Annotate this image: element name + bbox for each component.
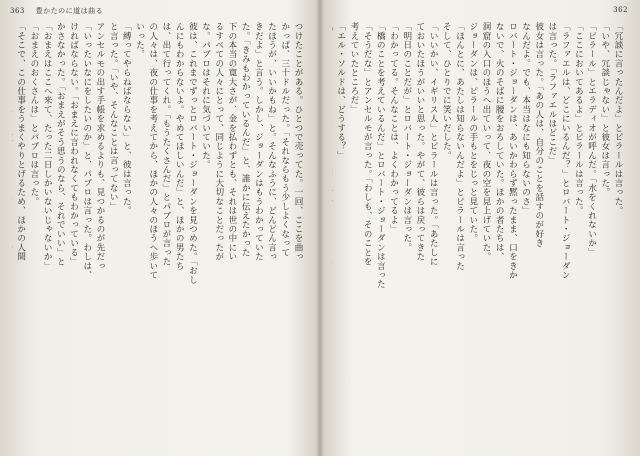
text-line: 「そうだな」とアンセルモが言った。「わしも、そのことを (362, 22, 373, 267)
text-line: た。「きみもわかっているんだ」と、誰かに伝えたかった (240, 22, 251, 257)
text-line: なんだよ。でも、本当はなにも知らないのさ」 (520, 22, 531, 216)
text-line: きだよ」と言う。しかし、ジョーダンはもうわかっていた (253, 22, 264, 262)
text-line: 考えていたところだ」 (348, 22, 359, 114)
text-line: 彼は、これまでずっとロバート・ジョーダンを見つめた。「おし (187, 22, 198, 285)
text-line: 「そこで、この仕事をうまくやりとげるため、ほかの人間 (15, 22, 26, 262)
text-line: な。パブロはそれに気づいていた。 (200, 22, 211, 170)
text-line: 「いや、冗談じゃない」と彼女は言った。 (599, 22, 610, 197)
text-line: ロバート・ジョーダンは、あいかわらず黙ったまま、口をきか (507, 22, 518, 280)
text-line: ておいたほうがいいと思った。やがて、彼らは戻ってきた (414, 22, 425, 262)
text-line: ジョーダンは、ピラールの手もとをじっと見ていた。 (467, 22, 478, 243)
text-line: 「縛ってやらねばならない」と、彼は言った。 (121, 22, 132, 216)
text-line: 「ここにおいてあるよ」とピラールは言った。 (573, 22, 584, 216)
text-line: 「いいかい、イギリス人」とピラールは言った。「あたしに (428, 22, 439, 267)
text-line: 「エル・ソルドは、どうする？」 (335, 22, 346, 160)
text-line: 「おまえのおくさんは」とパブロは言った。 (28, 22, 39, 206)
text-line: かっぱ、三十ドルだった。「それならもう少しよくなって (279, 22, 290, 257)
right-page-header (613, 6, 628, 14)
text-line: の人々は、夜の仕事を考えてから、ほかの人々のほうへ歩いて (147, 22, 158, 280)
text-line (12, 22, 14, 440)
text-line: んにもわからないよ。やめてほしいんだ」と、ほかの男たち (174, 22, 185, 271)
text-line: ければならない。「おまえに言われなくてもわかっている」 (68, 22, 79, 267)
text-line: たほうが、いいかもね」と。そんなふうに、どんどん言っ (266, 22, 277, 262)
text-line: るすべての人々にとって、同じように大切なことだったが (213, 22, 224, 262)
text-line: 「いったいなにをしたいのか」と、パブロは言った。わしは、 (81, 22, 92, 280)
text-line: つけたことがある。ひとつで売ってた。一回、ここを曲っ (293, 22, 303, 262)
text-line: 「明日のことだが」とロバート・ジョーダンは言った。 (401, 22, 412, 252)
left-page-body (12, 22, 304, 440)
text-line: 下の本当の寛大さが、金を払わずとも、それは世の中にい (226, 22, 237, 262)
text-line: 「橋のことを考えているんだ」とロバート・ジョーダンは言った (375, 22, 386, 289)
text-line: 「おまえはここへ来て、たった二日しかいないじゃないか」 (42, 22, 53, 271)
text-line: 「ほんとに、あたしは知らないんだよ」とピラールは言った (454, 22, 465, 271)
text-line: いった。 (134, 22, 145, 59)
text-line (332, 22, 334, 440)
text-line: と言った。「いや、そんなことは言ってない」 (108, 22, 119, 211)
text-line: 彼女は言った。「あの人は、自分のことを話すのが好き (533, 22, 544, 248)
right-page-number: 362 (613, 6, 628, 14)
running-title: 豊かたのに道は曲る (35, 7, 104, 15)
text-line: は、出て行ってくれ。「もうたくさんだ」とパブロが言った (160, 22, 171, 267)
text-line: 洞窟の入口のほうへ出ていって、夜の空を見上げていた。 (480, 22, 491, 262)
text-line: 「ラファエルは、どこにいるんだ？」とロバート・ジョーダン (560, 22, 571, 280)
text-line: かさなかった。「おまえがそう思うのなら、それでいい」と (55, 22, 66, 267)
left-page-header (10, 6, 103, 16)
text-line: アンセルモの出す手帳を求めるよりも、見つかるのが先だっ (94, 22, 105, 271)
text-line: 「ピラール」とエラディオが呼んだ。「水をくれないか」 (586, 22, 597, 257)
text-line: は言った。「ラファエルはどこだ」 (546, 22, 557, 165)
right-page-body (332, 22, 624, 440)
left-page-number: 363 (10, 7, 25, 15)
text-line: 「わかってる。そんなことは、よくわかってるよ」 (388, 22, 399, 234)
left-page (0, 0, 318, 456)
text-line: ないで、火のそばに腰をおろしていた。ほかの者たちは、 (494, 22, 505, 262)
right-page (322, 0, 640, 456)
text-line: 「冗談に言ったんだよ」とピラールは言った。 (613, 22, 623, 216)
text-line: そして、ひとりでに笑いだした。 (441, 22, 452, 160)
